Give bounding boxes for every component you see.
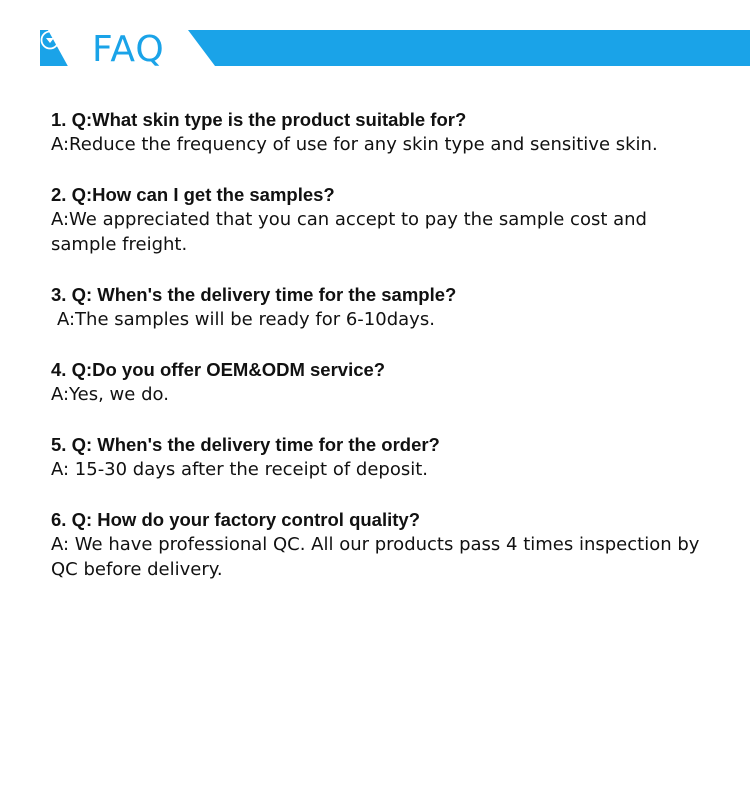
faq-banner[interactable]: [40, 30, 750, 70]
faq-answer: A: We have professional QC. All our products pass 4 times inspection by QC before delivery.: [51, 534, 700, 580]
faq-list: [51, 108, 701, 608]
chevron-down-circle-icon[interactable]: [40, 30, 60, 50]
faq-answer: A:Reduce the frequency of use for any skin type and sensitive skin.: [51, 134, 658, 155]
faq-question: 2. Q:How can I get the samples?: [51, 184, 335, 205]
faq-item: [51, 108, 701, 157]
faq-question: 3. Q: When's the delivery time for the sample?: [51, 284, 457, 305]
faq-title: FAQ: [92, 29, 165, 70]
faq-question: 1. Q:What skin type is the product suitable for?: [51, 109, 467, 130]
faq-answer: A: 15-30 days after the receipt of deposit.: [51, 459, 429, 480]
faq-item: [51, 183, 701, 257]
faq-answer: A:We appreciated that you can accept to pay the sample cost and sample freight.: [51, 209, 647, 255]
faq-item: [51, 358, 701, 407]
faq-item: [51, 433, 701, 482]
faq-item: [51, 508, 701, 582]
faq-question: 5. Q: When's the delivery time for the order?: [51, 434, 440, 455]
faq-question: 4. Q:Do you offer OEM&ODM service?: [51, 359, 386, 380]
faq-item: [51, 283, 701, 332]
faq-answer: A:Yes, we do.: [51, 384, 169, 405]
faq-answer: A:The samples will be ready for 6-10days.: [57, 309, 435, 330]
faq-question: 6. Q: How do your factory control quality?: [51, 509, 420, 530]
